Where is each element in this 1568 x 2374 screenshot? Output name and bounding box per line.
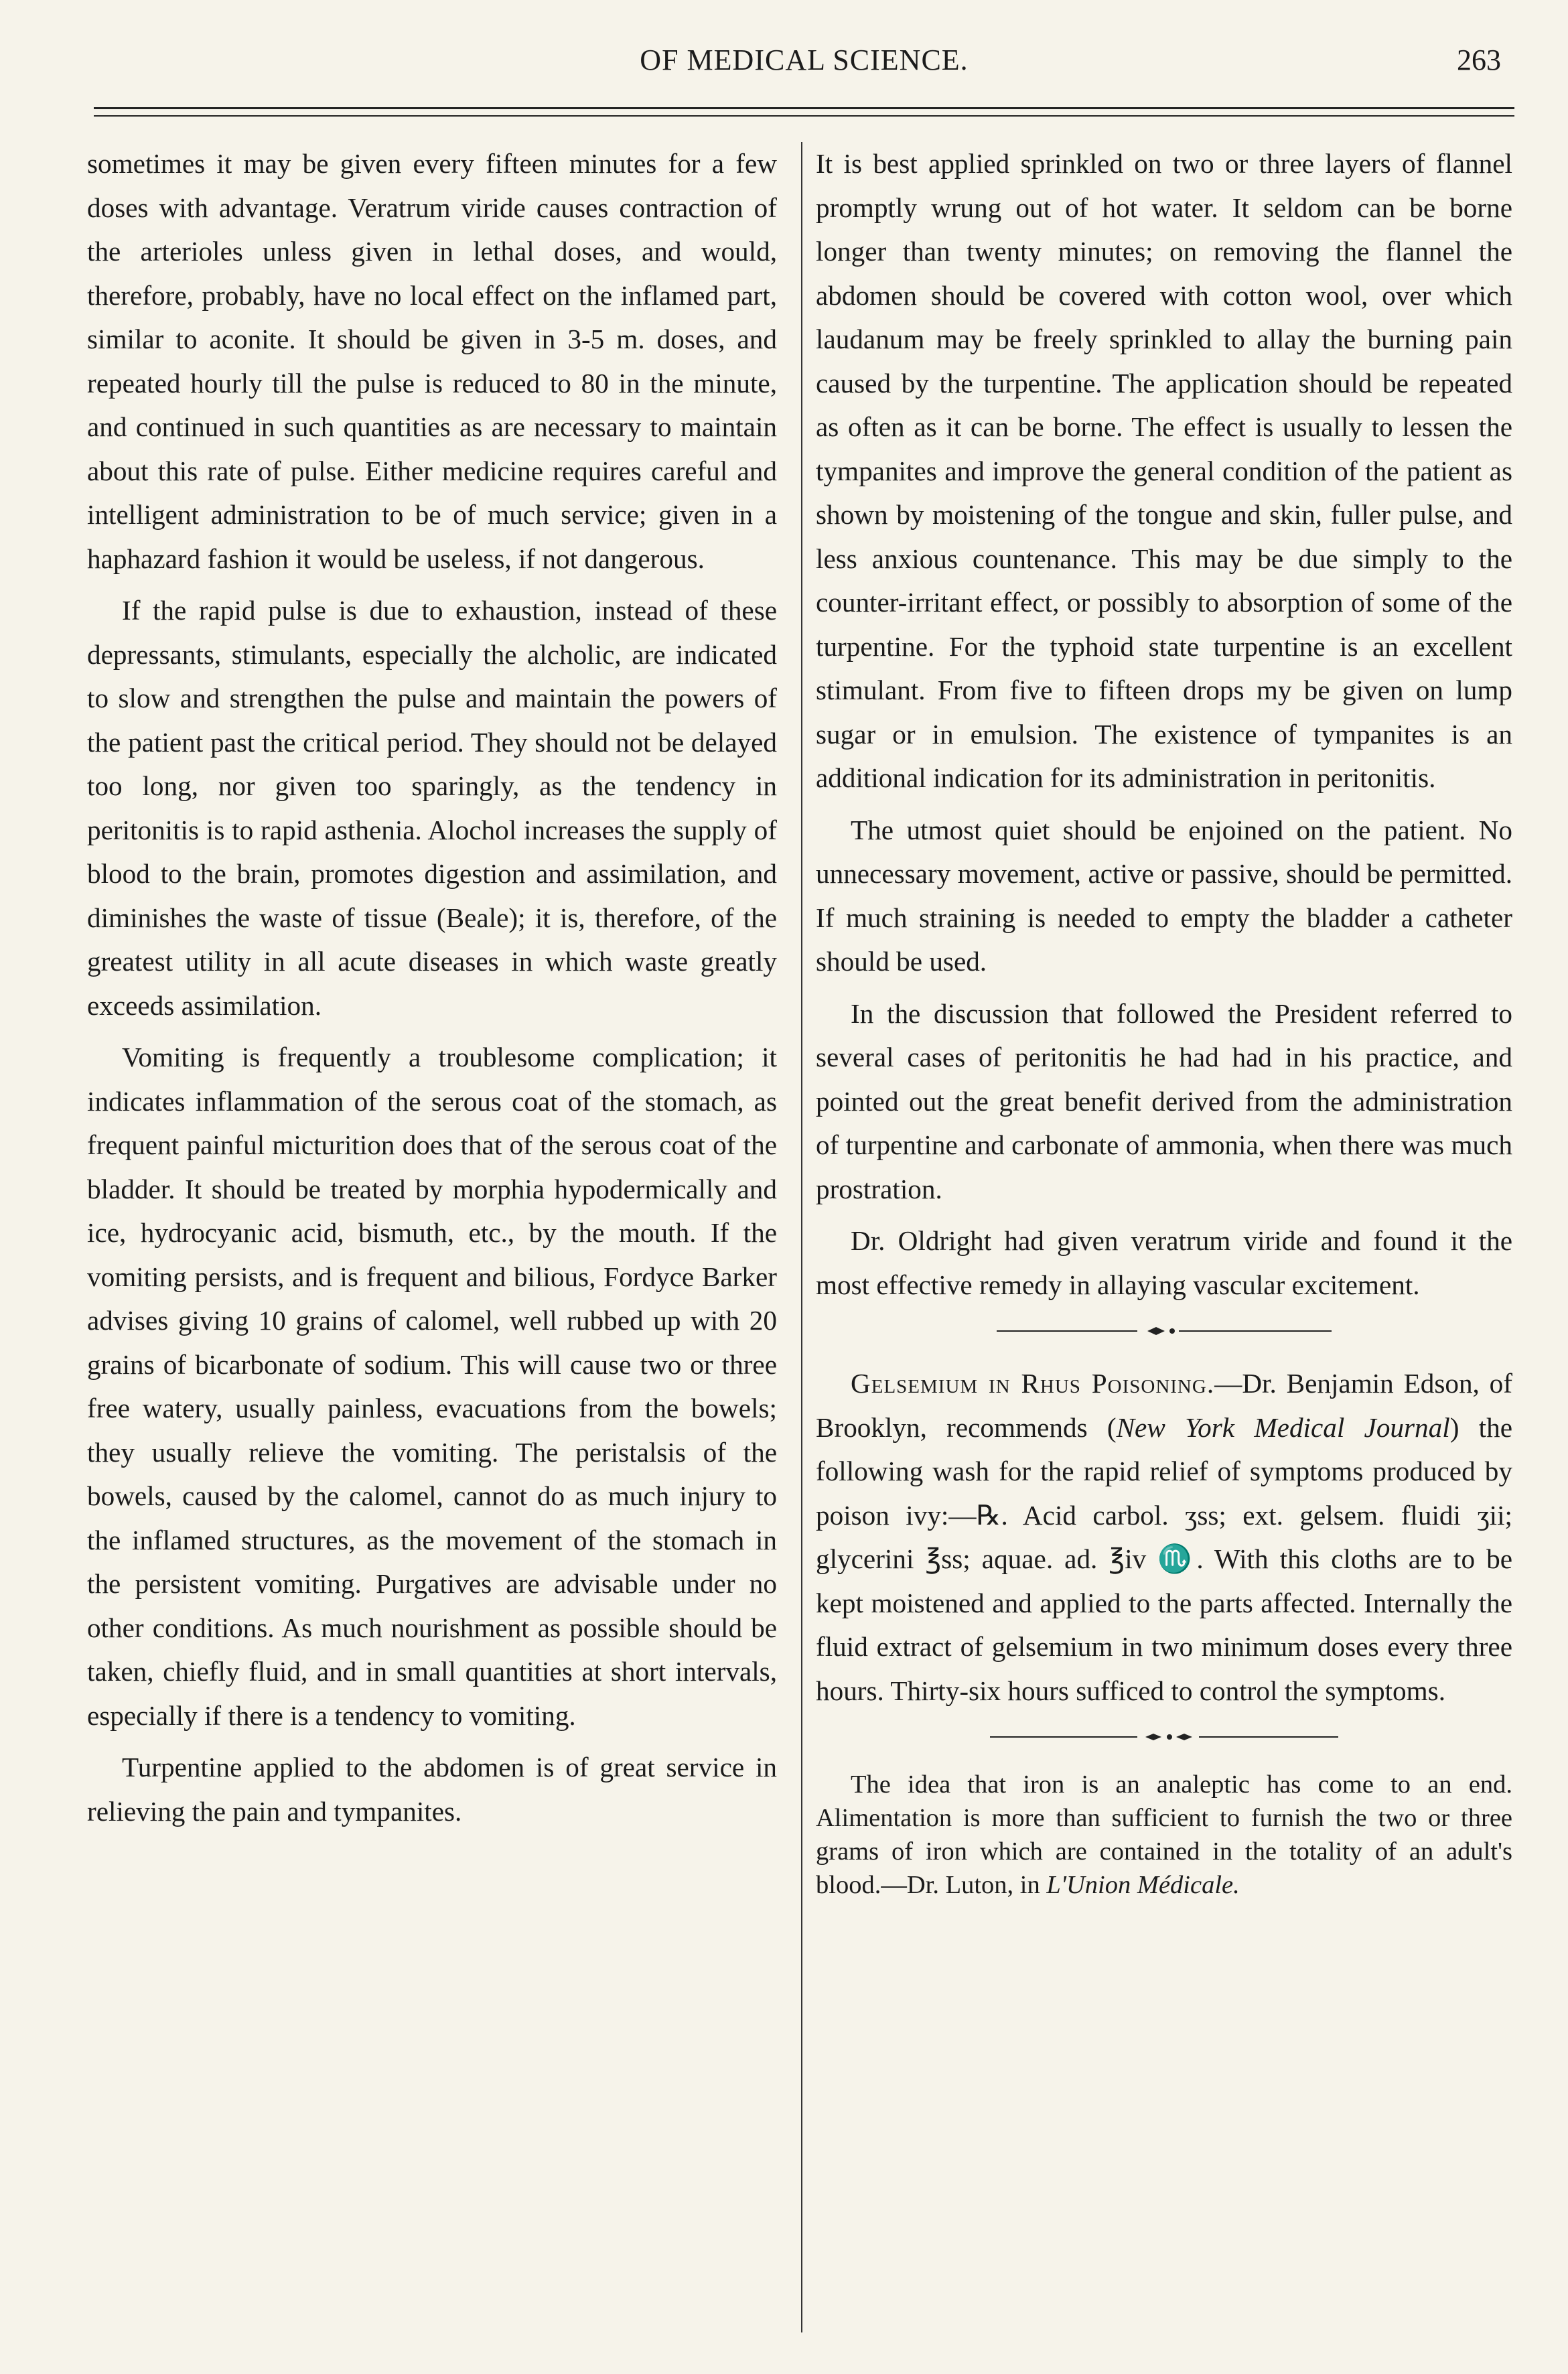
header-rule-thin: [94, 115, 1514, 117]
left-column: [87, 142, 777, 1841]
section-ornament: [816, 1323, 1512, 1339]
paragraph: Dr. Oldright had given veratrum viride and found it the most effective remedy in allaying vascular excitement.: [816, 1225, 1512, 1300]
section-ornament: [816, 1729, 1512, 1745]
journal-title: New York Medical Journal: [1116, 1411, 1450, 1443]
paragraph: The utmost quiet should be enjoined on the patient. No unnecessary movement, active or passive, should be permitted. If much straining is needed to empty the bladder a catheter should be used.: [816, 814, 1512, 977]
paragraph: Vomiting is frequently a troublesome complication; it indicates inflammation of the serous coat of the stomach, as frequent painful micturition does that of the serous coat of the bladder. It should be treated by morphia hypodermically and ice, hydrocyanic acid, bismuth, etc., by the mouth. If the vomiting persists, and is frequent and bilious, Fordyce Barker advises giving 10 grains of calomel, well rubbed up with 20 grains of bicarbonate of sodium. This will cause two or three free watery, usually painless, evacuations from the bowels; they usually relieve the vomiting. The peristalsis of the bowels, caused by the calomel, cannot do as much injury to the inflamed structures, as the movement of the stomach in the persistent vomiting. Purgatives are advisable under no other conditions. As much nourishment as possible should be taken, chiefly fluid, and in small quantities at short intervals, especially if there is a tendency to vomiting.: [87, 1042, 777, 1731]
column-divider: [801, 142, 802, 2332]
article-heading: Gelsemium in Rhus Poisoning.: [851, 1368, 1215, 1399]
paragraph: In the discussion that followed the President referred to several cases of peritonitis he had had in his practice, and pointed out the great benefit derived from the administration of turpentine and carbonate of ammonia, when there was much prostration.: [816, 997, 1512, 1204]
running-title: OF MEDICAL SCIENCE.: [640, 44, 969, 76]
right-column: [816, 142, 1512, 1910]
paragraph: sometimes it may be given every fifteen minutes for a few doses with advantage. Veratrum viride causes contraction of the arterioles unless given in lethal doses, and would, therefore, probably, have no local effect on the inflamed part, similar to aconite. It should be given in 3-5 m. doses, and repeated hourly till the pulse is reduced to 80 in the minute, and continued in such quantities as are necessary to maintain about this rate of pulse. Either medicine requires careful and intelligent administration to be of much service; given in a haphazard fashion it would be useless, if not dangerous.: [87, 148, 777, 574]
paragraph: It is best applied sprinkled on two or three layers of flannel promptly wrung out of hot water. It seldom can be borne longer than twenty minutes; on removing the flannel the abdomen should be covered with cotton wool, over which laudanum may be freely sprinkled to allay the burning pain caused by the turpentine. The application should be repeated as often as it can be borne. The effect is usually to lessen the tympanites and improve the general condition of the patient as shown by moistening of the tongue and skin, fuller pulse, and less anxious countenance. This may be due simply to the counter-irritant effect, or possibly to absorption of some of the turpentine. For the typhoid state turpentine is an excellent stimulant. From five to fifteen drops my be given on lump sugar or in emulsion. The existence of tympanites is an additional indication for its administration in peritonitis.: [816, 148, 1512, 793]
gelsemium-article: Gelsemium in Rhus Poisoning.—Dr. Benjamin Edson, of Brooklyn, recommends (New York Medical Journal) the following wash for the rapid relief of symptoms produced by poison ivy:—℞. Acid carbol. ʒss; ext. gelsem. fluidi ʒii; glycerini ℥ss; aquae. ad. ℥iv ♏. With this cloths are to be kept moistened and applied to the parts affected. Internally the fluid extract of gelsemium in two minimum doses every three hours. Thirty-six hours sufficed to control the symptoms.: [816, 1368, 1512, 1706]
header-rule: [94, 107, 1514, 109]
source-title: L'Union Médicale.: [1046, 1871, 1240, 1899]
paragraph: If the rapid pulse is due to exhaustion, instead of these depressants, stimulants, especially the alcholic, are indicated to slow and strengthen the pulse and maintain the powers of the patient past the critical period. They should not be delayed too long, nor given too sparingly, as the tendency in peritonitis is to rapid asthenia. Alochol increases the supply of blood to the brain, promotes digestion and assimilation, and diminishes the waste of tissue (Beale); it is, therefore, of the greatest utility in all acute diseases in which waste greatly exceeds assimilation.: [87, 595, 777, 1021]
page-header: [94, 38, 1514, 104]
iron-article: The idea that iron is an analeptic has come to an end. Alimentation is more than sufficient to furnish the two or three grams of iron which are contained in the totality of an adult's blood.—Dr. Luton, in L'Union Médicale.: [816, 1770, 1512, 1899]
page-number: 263: [1457, 44, 1501, 76]
paragraph: Turpentine applied to the abdomen is of great service in relieving the pain and tympanites.: [87, 1752, 777, 1827]
